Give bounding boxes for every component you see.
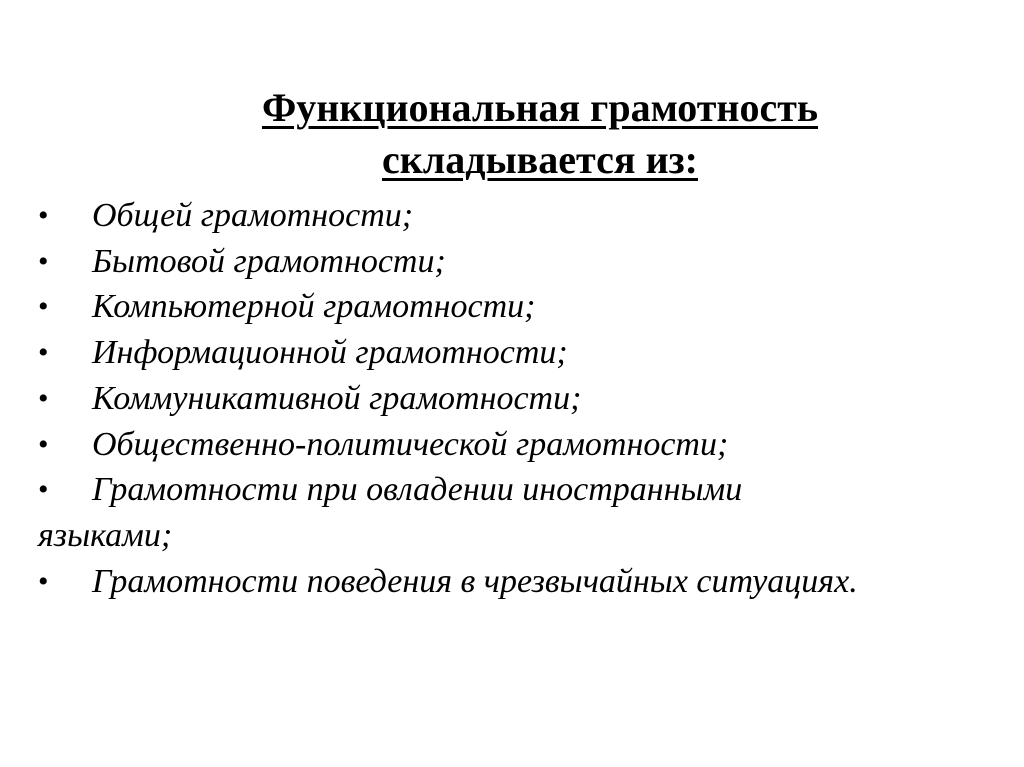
list-item [38,376,1008,422]
bullet-icon: • [38,336,49,370]
list-item [38,330,1008,376]
bullet-icon: • [38,564,49,598]
bullet-icon: • [38,244,49,278]
list-item-text: Общественно-политической грамотности; [92,425,729,463]
list-item [38,193,1008,239]
title-line-2: складывается из: [381,137,699,182]
list-item-text: Грамотности поведения в чрезвычайных ситуациях. [92,562,858,600]
slide-title [150,82,930,186]
list-item-text: Информационной грамотности; [92,334,568,372]
list-item-text: Бытовой грамотности; [92,242,446,280]
list-item [38,467,868,558]
list-item-text: Компьютерной грамотности; [92,288,536,326]
list-item-text: Общей грамотности; [92,197,414,234]
title-line-1: Функциональная грамотность [261,85,819,130]
bullet-icon: • [38,473,49,507]
bullet-icon: • [38,427,49,461]
list-item [38,284,1008,330]
bullet-icon: • [38,290,49,324]
bullet-icon: • [38,199,49,232]
list-item [38,422,1008,468]
bullet-icon: • [38,381,49,415]
list-item-text: Коммуникативной грамотности; [92,379,582,417]
list-item [38,239,1008,285]
list-item-text: Грамотности при овладении иностранными языками; [38,471,743,554]
list-item [38,559,1008,605]
literacy-list [38,193,1008,604]
